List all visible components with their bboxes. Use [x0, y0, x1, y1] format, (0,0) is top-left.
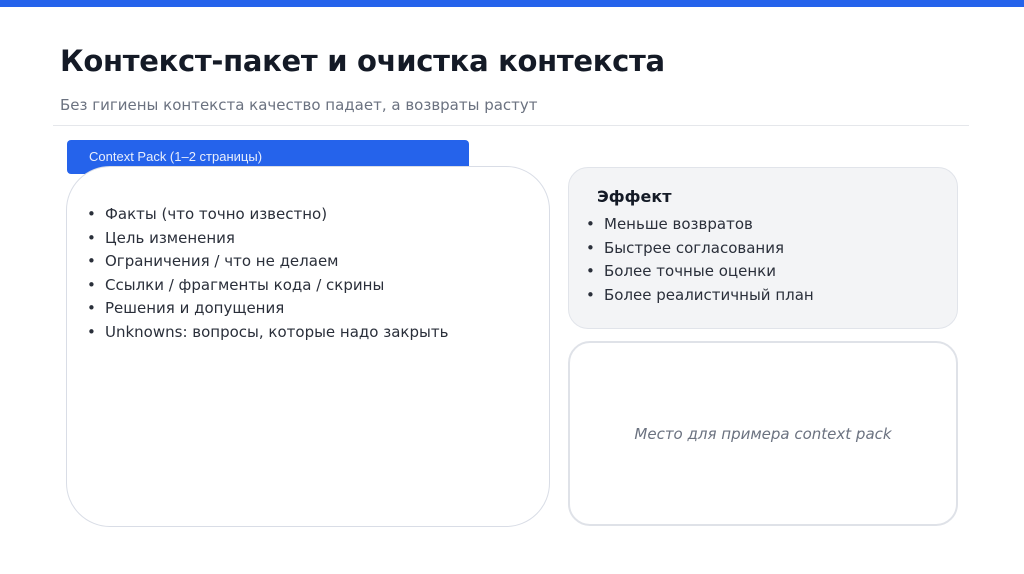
bullet-icon: • — [586, 238, 595, 257]
context-pack-card — [66, 166, 550, 527]
list-item-text: Цель изменения — [105, 228, 235, 247]
bullet-icon: • — [87, 252, 96, 271]
list-item — [87, 321, 448, 345]
example-placeholder-card — [568, 341, 958, 526]
list-item — [87, 297, 448, 321]
list-item — [87, 203, 448, 227]
context-pack-header-label: Context Pack (1–2 страницы) — [89, 149, 263, 164]
list-item-text: Ограничения / что не делаем — [105, 252, 339, 271]
bullet-icon: • — [87, 299, 96, 318]
bullet-icon: • — [586, 285, 595, 304]
effect-list — [586, 213, 814, 307]
effect-card — [568, 167, 958, 329]
bullet-icon: • — [586, 215, 595, 233]
bullet-icon: • — [87, 275, 96, 294]
list-item-text: Решения и допущения — [105, 299, 285, 318]
list-item-text: Быстрее согласования — [604, 238, 784, 257]
list-item — [586, 284, 814, 308]
slide-subtitle: Без гигиены контекста качество падает, а возвраты растут — [60, 96, 538, 114]
bullet-icon: • — [87, 228, 96, 247]
list-item-text: Более реалистичный план — [604, 285, 814, 304]
list-item — [586, 237, 814, 261]
bullet-icon: • — [87, 322, 96, 341]
effect-title: Эффект — [597, 187, 672, 206]
title-divider — [53, 125, 969, 126]
list-item — [586, 213, 814, 237]
list-item-text: Ссылки / фрагменты кода / скрины — [105, 275, 385, 294]
context-pack-list — [87, 203, 448, 345]
placeholder-text: Место для примера context pack — [634, 425, 892, 443]
list-item-text: Меньше возвратов — [604, 215, 753, 233]
list-item-text: Факты (что точно известно) — [105, 205, 328, 223]
list-item — [87, 250, 448, 274]
bullet-icon: • — [586, 262, 595, 281]
bullet-icon: • — [87, 205, 96, 223]
list-item — [87, 227, 448, 251]
list-item-text: Более точные оценки — [604, 262, 776, 281]
list-item — [87, 274, 448, 298]
top-accent-bar — [0, 0, 1024, 7]
slide-title: Контекст-пакет и очистка контекста — [60, 44, 665, 78]
list-item-text: Unknowns: вопросы, которые надо закрыть — [105, 322, 449, 341]
list-item — [586, 260, 814, 284]
